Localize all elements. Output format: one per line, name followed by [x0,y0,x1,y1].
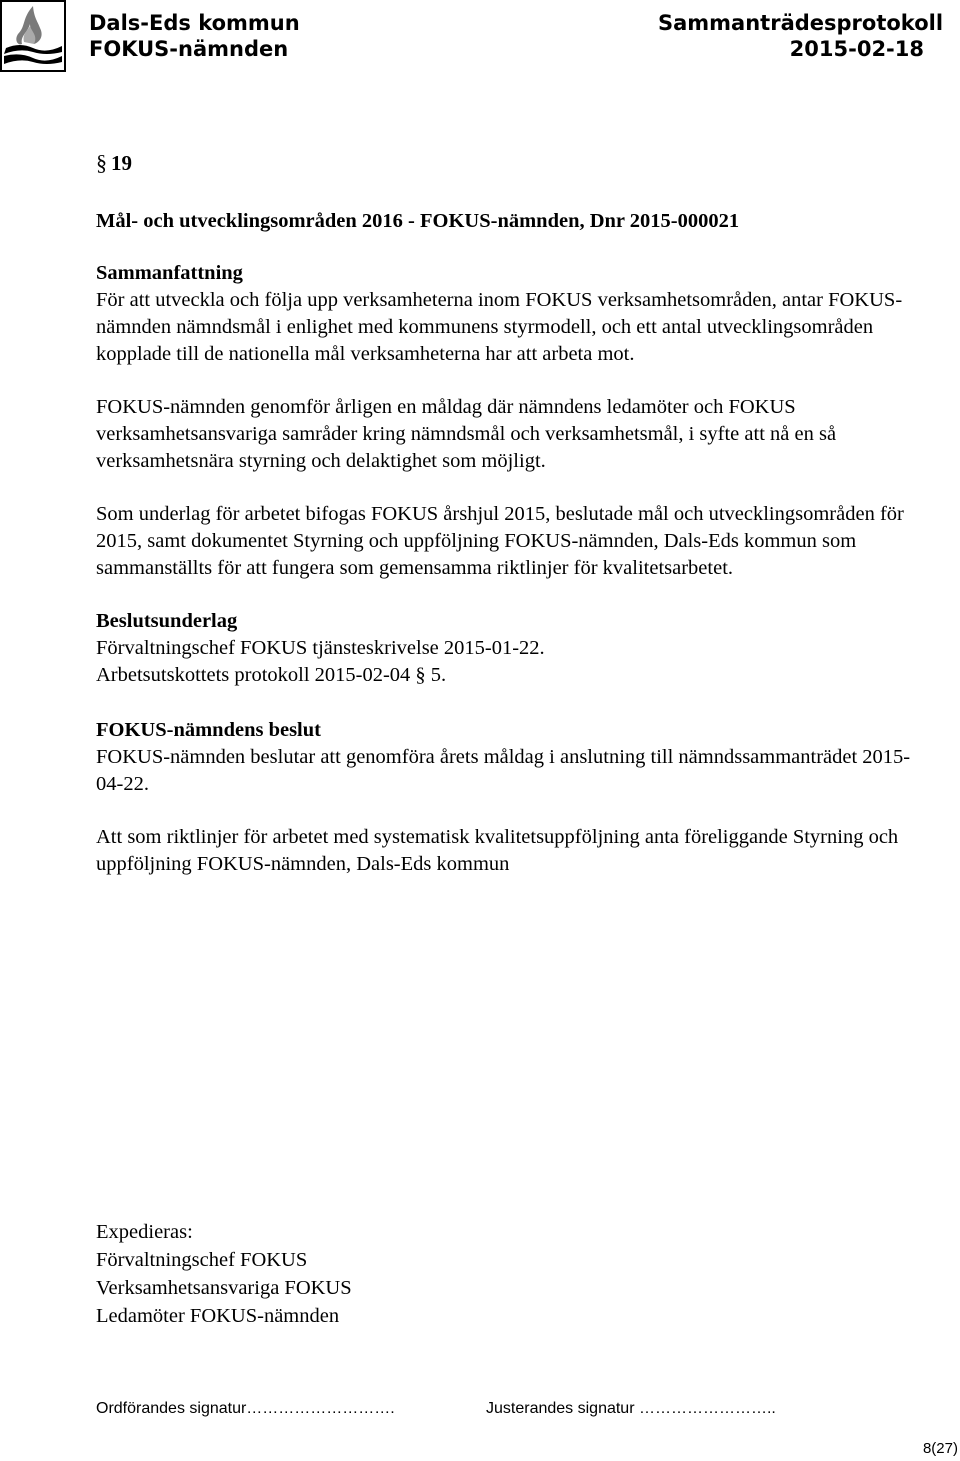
section-symbol: § [96,150,107,175]
adjuster-signature-line: Justerandes signatur …………………….. [486,1400,776,1417]
decision-heading: FOKUS-nämndens beslut [96,719,321,741]
summary-paragraph-2: FOKUS-nämnden genomför årligen en måldag där nämndens ledamöter och FOKUS verksamhetsansvariga samråder kring nämndsmål och verksamhetsmål, i syfte att nå en så verksamhetsnära styrning och delaktighet som möjligt. [96,396,837,472]
distribution-heading: Expedieras: [96,1221,193,1243]
decision-paragraph-1: FOKUS-nämnden beslutar att genomföra årets måldag i anslutning till nämndssammanträdet 2015-04-22. [96,746,911,795]
decision-basis-item: Förvaltningschef FOKUS tjänsteskrivelse 2015-01-22. [96,637,545,659]
header-left [89,10,300,62]
document-body [96,208,916,904]
summary-heading: Sammanfattning [96,262,243,284]
matter-title: Mål- och utvecklingsområden 2016 - FOKUS-nämnden, Dnr 2015-000021 [96,210,740,232]
org-name: Dals-Eds kommun [89,11,300,35]
distribution-recipient: Verksamhetsansvariga FOKUS [96,1277,352,1299]
paragraph-number [96,150,132,176]
summary-paragraph-1: För att utveckla och följa upp verksamheterna inom FOKUS verksamhetsområden, antar FOKUS-nämnden nämndsmål i enlighet med kommunens styrmodell, och ett antal utvecklingsområden kopplade till de nationella mål verksamheterna har att arbeta mot. [96,289,903,365]
summary-paragraph-3: Som underlag för arbetet bifogas FOKUS årshjul 2015, beslutade mål och utvecklingsområden för 2015, samt dokumentet Styrning och uppföljning FOKUS-nämnden, Dals-Eds kommun som sammanställts för att fungera som gemensamma riktlinjer för kvalitetsarbetet. [96,503,904,579]
distribution-recipient: Ledamöter FOKUS-nämnden [96,1305,340,1327]
decision-paragraph-2: Att som riktlinjer för arbetet med systematisk kvalitetsuppföljning anta föreliggande Styrning och uppföljning FOKUS-nämnden, Dals-Eds kommun [96,826,899,875]
paragraph-number-value: 19 [111,150,132,175]
distribution-list [96,1218,352,1330]
document-type: Sammanträdesprotokoll [658,11,944,35]
decision-basis-item: Arbetsutskottets protokoll 2015-02-04 § 5. [96,664,447,686]
header-right [658,10,943,62]
decision-basis-heading: Beslutsunderlag [96,610,238,632]
chair-signature-line: Ordförandes signatur………………………. [96,1400,395,1417]
municipality-logo [0,0,66,72]
board-name: FOKUS-nämnden [89,37,289,61]
distribution-recipient: Förvaltningschef FOKUS [96,1249,308,1271]
page-number: 8(27) [922,1440,958,1457]
meeting-date: 2015-02-18 [789,37,924,61]
decision-basis [96,608,916,689]
